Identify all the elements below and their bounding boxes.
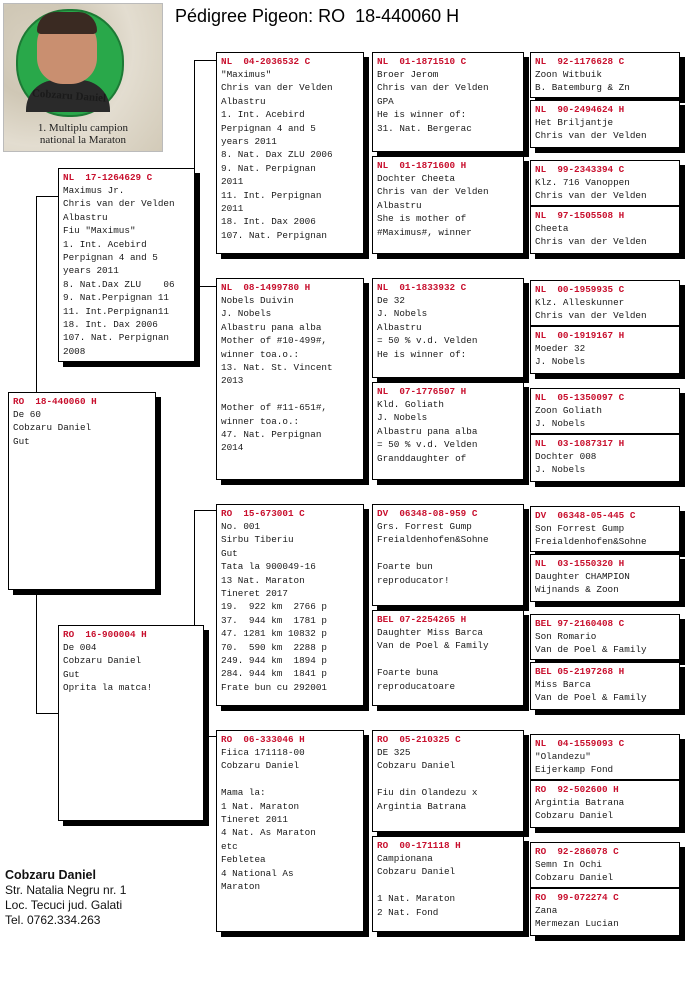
card-line: Foarte buna <box>377 667 439 679</box>
card-line: Nobels Duivin <box>221 295 294 306</box>
gen4-card <box>530 506 680 552</box>
card-line: Albastru <box>377 321 422 333</box>
card-line: 2014 <box>221 442 244 454</box>
ring-number: NL 03-1550320 H <box>535 558 625 569</box>
card-line: etc <box>221 840 238 852</box>
card-line: #Maximus#, winner <box>377 226 472 238</box>
ring-number: RO 05-210325 C <box>377 734 461 745</box>
card-line: Fiica 171118-00 <box>221 747 305 758</box>
sire-sire-card <box>216 52 364 254</box>
card-line <box>373 879 523 892</box>
card-line: Albastru <box>221 95 266 107</box>
card-line: Campionana <box>377 853 433 864</box>
card-body <box>373 852 523 919</box>
card-line: Oprita la matca! <box>63 682 153 694</box>
ring-number: NL 00-1919167 H <box>535 330 625 341</box>
card-line: winner toa.o.: <box>221 348 300 360</box>
ring-number: NL 17-1264629 C <box>63 172 153 183</box>
card-body <box>373 520 523 587</box>
card-line: J. Nobels <box>377 412 428 424</box>
card-line: Daughter Miss Barca <box>377 627 484 638</box>
address-locality: Loc. Tecuci jud. Galati <box>5 898 123 912</box>
gen4-card <box>530 780 680 828</box>
dam-sire-card <box>216 504 364 706</box>
card-line: Dochter 008 <box>535 451 597 462</box>
gen4-card <box>530 842 680 888</box>
card-line: Granddaughter of <box>377 452 467 464</box>
card-line: 2011 <box>221 203 244 215</box>
card-line: No. 001 <box>221 521 261 532</box>
card-line: Gut <box>63 668 80 680</box>
ring-number: NL 08-1499780 H <box>221 282 311 293</box>
card-line: Son Forrest Gump <box>535 523 625 534</box>
ring-number: RO 92-502600 H <box>535 784 619 795</box>
card-line: Broer Jerom <box>377 69 439 80</box>
card-line: 8. Nat. Dax ZLU 2006 <box>221 149 333 161</box>
card-body <box>373 68 523 135</box>
card-body <box>531 176 679 203</box>
card-line: 18. Int. Dax 2006 <box>221 216 316 228</box>
card-line: Miss Barca <box>535 679 591 690</box>
card-line: years 2011 <box>63 265 119 277</box>
card-line: Albastru <box>377 199 422 211</box>
card-line <box>373 547 523 560</box>
card-body <box>217 746 363 893</box>
card-line: Cobzaru Daniel <box>377 866 456 878</box>
card-line: Klz. 716 Vanoppen <box>535 177 630 188</box>
card-line: De 32 <box>377 295 405 306</box>
card-line: Foarte bun <box>377 561 433 573</box>
card-line: Gut <box>221 547 238 559</box>
photo-name: Cobzaru Daniel <box>31 87 107 105</box>
card-line: 1. Int. Acebird <box>221 109 305 121</box>
card-body <box>9 408 155 448</box>
card-body <box>531 796 679 823</box>
card-line: Chris van der Velden <box>535 310 647 322</box>
card-line: 2011 <box>221 176 244 188</box>
card-line: 11. Int. Perpignan <box>221 189 322 201</box>
card-line: 47. Nat. Perpignan <box>221 429 322 441</box>
ring-number: NL 01-1833932 C <box>377 282 467 293</box>
ring-number: NL 04-1559093 C <box>535 738 625 749</box>
ring-number: NL 01-1871510 C <box>377 56 467 67</box>
card-line: Zana <box>535 905 558 916</box>
card-line: Mother of #11-651#, <box>221 402 328 414</box>
dsd-card <box>372 610 524 706</box>
card-line: Albastru pana alba <box>377 425 478 437</box>
card-line: 47. 1281 km 10832 p <box>221 628 328 640</box>
ring-number: NL 90-2494624 H <box>535 104 625 115</box>
card-line: 2013 <box>221 375 244 387</box>
card-line: Van de Poel & Family <box>535 644 647 656</box>
card-line: Fiu din Olandezu x <box>377 787 478 799</box>
gen4-card <box>530 734 680 780</box>
card-body <box>531 450 679 477</box>
ring-number: NL 07-1776507 H <box>377 386 467 397</box>
card-line: 1 Nat. Maraton <box>377 893 456 905</box>
card-body <box>373 294 523 361</box>
connector-to-sire <box>36 196 59 197</box>
card-line: 9. Nat.Perpignan 11 <box>63 292 170 304</box>
ring-number: NL 92-1176628 C <box>535 56 625 67</box>
gen4-card <box>530 100 680 148</box>
photo-caption-line-2: national la Maraton <box>39 134 127 146</box>
card-line: Cobzaru Daniel <box>535 872 614 884</box>
card-line: Sirbu Tiberiu <box>221 534 294 546</box>
card-body <box>217 520 363 694</box>
ring-number: RO 06-333046 H <box>221 734 305 745</box>
card-line: Mermezan Lucian <box>535 918 619 930</box>
card-line: J. Nobels <box>535 356 586 368</box>
photo-hair <box>37 12 97 34</box>
card-line: 19. 922 km 2766 p <box>221 601 328 613</box>
photo-caption <box>4 122 162 146</box>
card-line: Klz. Alleskunner <box>535 297 625 308</box>
card-line: She is mother of <box>377 213 467 225</box>
card-line: "Maximus" <box>221 69 272 80</box>
gen4-card <box>530 52 680 98</box>
card-line: "Olandezu" <box>535 751 591 762</box>
card-line: Chris van der Velden <box>377 82 489 94</box>
card-line: Eijerkamp Fond <box>535 764 614 776</box>
card-line: 4 National As <box>221 867 294 879</box>
card-body <box>531 750 679 777</box>
card-line: Kld. Goliath <box>377 399 444 410</box>
card-line: Perpignan 4 and 5 <box>63 252 158 264</box>
dds-card <box>372 730 524 832</box>
card-body <box>531 116 679 143</box>
card-line: Tineret 2011 <box>221 814 288 826</box>
ring-number: NL 97-1505508 H <box>535 210 625 221</box>
card-line: 2008 <box>63 345 86 357</box>
breeder-address <box>5 868 126 928</box>
card-line: 70. 590 km 2288 p <box>221 641 328 653</box>
card-line: Chris van der Velden <box>377 186 489 198</box>
ring-number: NL 03-1087317 H <box>535 438 625 449</box>
card-line: 1. Int. Acebird <box>63 238 147 250</box>
ring-number: BEL 05-2197268 H <box>535 666 625 677</box>
card-line: Cheeta <box>535 223 569 234</box>
card-body <box>531 404 679 431</box>
card-line: Mama la: <box>221 787 266 799</box>
card-line: Grs. Forrest Gump <box>377 521 472 532</box>
ring-number: DV 06348-08-959 C <box>377 508 478 519</box>
gen4-card <box>530 280 680 326</box>
ring-number: RO 18-440060 H <box>13 396 97 407</box>
connector-to-ss <box>194 60 217 61</box>
card-line: Febletea <box>221 854 266 866</box>
gen4-card <box>530 160 680 206</box>
card-line: He is winner of: <box>377 348 467 360</box>
card-line: Albastru pana alba <box>221 321 322 333</box>
card-line: Freialdenhofen&Sohne <box>535 536 647 548</box>
card-line: Gut <box>13 435 30 447</box>
card-line <box>217 388 363 401</box>
gen4-card <box>530 614 680 660</box>
ring-number: NL 99-2343394 C <box>535 164 625 175</box>
card-line: Dochter Cheeta <box>377 173 456 184</box>
dam-dam-card <box>216 730 364 932</box>
card-line: Van de Poel & Family <box>377 640 489 652</box>
ring-number: BEL 97-2160408 C <box>535 618 625 629</box>
ring-number: DV 06348-05-445 C <box>535 510 636 521</box>
card-line: J. Nobels <box>535 464 586 476</box>
card-line: = 50 % v.d. Velden <box>377 335 478 347</box>
card-line: B. Batemburg & Zn <box>535 82 630 94</box>
pigeon-card <box>8 392 156 590</box>
card-line: He is winner of: <box>377 109 467 121</box>
card-line: GPA <box>377 95 394 107</box>
card-line: Son Romario <box>535 631 597 642</box>
ring-number: NL 05-1350097 C <box>535 392 625 403</box>
gen4-card <box>530 662 680 710</box>
sss-card <box>372 52 524 152</box>
gen4-card <box>530 326 680 374</box>
card-body <box>59 184 194 358</box>
card-body <box>531 222 679 249</box>
gen4-card <box>530 888 680 936</box>
breeder-name: Cobzaru Daniel <box>5 868 96 882</box>
card-line: Argintia Batrana <box>377 800 467 812</box>
card-line: Albastru <box>63 211 108 223</box>
connector-to-ds <box>194 510 217 511</box>
card-line: winner toa.o.: <box>221 415 300 427</box>
card-body <box>373 172 523 239</box>
card-line: J. Nobels <box>221 308 272 320</box>
card-line: Van de Poel & Family <box>535 692 647 704</box>
card-line: Wijnands & Zoon <box>535 584 619 596</box>
ring-number: BEL 07-2254265 H <box>377 614 467 625</box>
sds-card <box>372 278 524 378</box>
card-body <box>373 746 523 813</box>
card-body <box>531 858 679 885</box>
card-line: Tineret 2017 <box>221 588 288 600</box>
card-body <box>531 904 679 931</box>
card-line: 107. Nat. Perpignan <box>63 332 170 344</box>
card-body <box>531 678 679 705</box>
card-line: 249. 944 km 1894 p <box>221 655 328 667</box>
ring-number: NL 00-1959935 C <box>535 284 625 295</box>
card-line: reproducatoare <box>377 680 456 692</box>
ring-number: RO 92-286078 C <box>535 846 619 857</box>
card-line: Perpignan 4 and 5 <box>221 122 316 134</box>
card-line: 4 Nat. As Maraton <box>221 827 316 839</box>
ring-number: NL 04-2036532 C <box>221 56 311 67</box>
gen4-card <box>530 388 680 434</box>
card-line: Chris van der Velden <box>535 130 647 142</box>
card-line: 18. Int. Dax 2006 <box>63 319 158 331</box>
card-line: 8. Nat.Dax ZLU 06 <box>63 278 175 290</box>
card-body <box>59 641 203 695</box>
card-line: 1 Nat. Maraton <box>221 800 300 812</box>
sire-card <box>58 168 195 362</box>
card-line: 13. Nat. St. Vincent <box>221 362 333 374</box>
page-title: Pédigree Pigeon: RO 18-440060 H <box>175 6 460 26</box>
card-line: Maraton <box>221 881 261 893</box>
card-line: Chris van der Velden <box>535 190 647 202</box>
card-line: Het Briljantje <box>535 117 614 128</box>
card-line: years 2011 <box>221 136 277 148</box>
ring-number: RO 16-900004 H <box>63 629 147 640</box>
card-line: Frate bun cu 292001 <box>221 681 328 693</box>
card-body <box>531 630 679 657</box>
gen4-card <box>530 206 680 254</box>
card-body <box>531 522 679 549</box>
card-line: Daughter CHAMPION <box>535 571 630 582</box>
ring-number: NL 01-1871600 H <box>377 160 467 171</box>
card-line: = 50 % v.d. Velden <box>377 439 478 451</box>
card-line: 31. Nat. Bergerac <box>377 122 472 134</box>
card-line: J. Nobels <box>535 418 586 430</box>
card-line: 284. 944 km 1841 p <box>221 668 328 680</box>
card-line: Cobzaru Daniel <box>535 810 614 822</box>
card-line: Cobzaru Daniel <box>377 760 456 772</box>
ssd-card <box>372 156 524 254</box>
card-body <box>217 68 363 242</box>
ring-number: RO 99-072274 C <box>535 892 619 903</box>
card-line: Chris van der Velden <box>221 82 333 94</box>
sire-dam-card <box>216 278 364 480</box>
card-body <box>373 626 523 693</box>
card-line: 107. Nat. Perpignan <box>221 229 328 241</box>
card-line <box>217 773 363 786</box>
card-line: Cobzaru Daniel <box>221 760 300 772</box>
dam-card <box>58 625 204 821</box>
address-street: Str. Natalia Negru nr. 1 <box>5 883 127 897</box>
card-line: Moeder 32 <box>535 343 586 354</box>
card-line: Cobzaru Daniel <box>13 422 92 434</box>
card-body <box>531 570 679 597</box>
card-line: 13 Nat. Maraton <box>221 574 305 586</box>
card-line: Fiu "Maximus" <box>63 225 136 237</box>
card-line: 2 Nat. Fond <box>377 906 439 918</box>
card-body <box>531 342 679 369</box>
card-line: Mother of #10-499#, <box>221 335 328 347</box>
card-line: Chris van der Velden <box>535 236 647 248</box>
card-line: Zoon Goliath <box>535 405 602 416</box>
card-line: Freialdenhofen&Sohne <box>377 534 489 546</box>
gen4-card <box>530 554 680 602</box>
card-line: Chris van der Velden <box>63 198 175 210</box>
card-line: Zoon Witbuik <box>535 69 602 80</box>
card-line: Cobzaru Daniel <box>63 655 142 667</box>
address-phone: Tel. 0762.334.263 <box>5 913 101 927</box>
card-body <box>531 296 679 323</box>
card-line: Semn In Ochi <box>535 859 602 870</box>
gen4-card <box>530 434 680 482</box>
card-line: Tata la 900049-16 <box>221 561 316 573</box>
breeder-photo <box>3 3 163 152</box>
photo-caption-line-1: 1. Multiplu campion <box>37 122 129 134</box>
card-body <box>217 294 363 455</box>
card-line: Maximus Jr. <box>63 185 125 196</box>
card-body <box>373 398 523 465</box>
card-line: 9. Nat. Perpignan <box>221 162 316 174</box>
dss-card <box>372 504 524 606</box>
connector-to-sd <box>194 286 217 287</box>
card-line: 37. 944 km 1781 p <box>221 614 328 626</box>
card-line: Argintia Batrana <box>535 797 625 808</box>
ring-number: RO 00-171118 H <box>377 840 461 851</box>
card-line: 11. Int.Perpignan11 <box>63 305 170 317</box>
card-line <box>373 653 523 666</box>
card-line: De 004 <box>63 642 97 653</box>
sdd-card <box>372 382 524 480</box>
connector-to-dam <box>36 713 59 714</box>
card-line: reproducator! <box>377 574 450 586</box>
card-body <box>531 68 679 95</box>
ring-number: RO 15-673001 C <box>221 508 305 519</box>
card-line: DE 325 <box>377 747 411 758</box>
card-line: De 60 <box>13 409 41 420</box>
ddd-card <box>372 836 524 932</box>
card-line: J. Nobels <box>377 308 428 320</box>
card-line <box>373 773 523 786</box>
